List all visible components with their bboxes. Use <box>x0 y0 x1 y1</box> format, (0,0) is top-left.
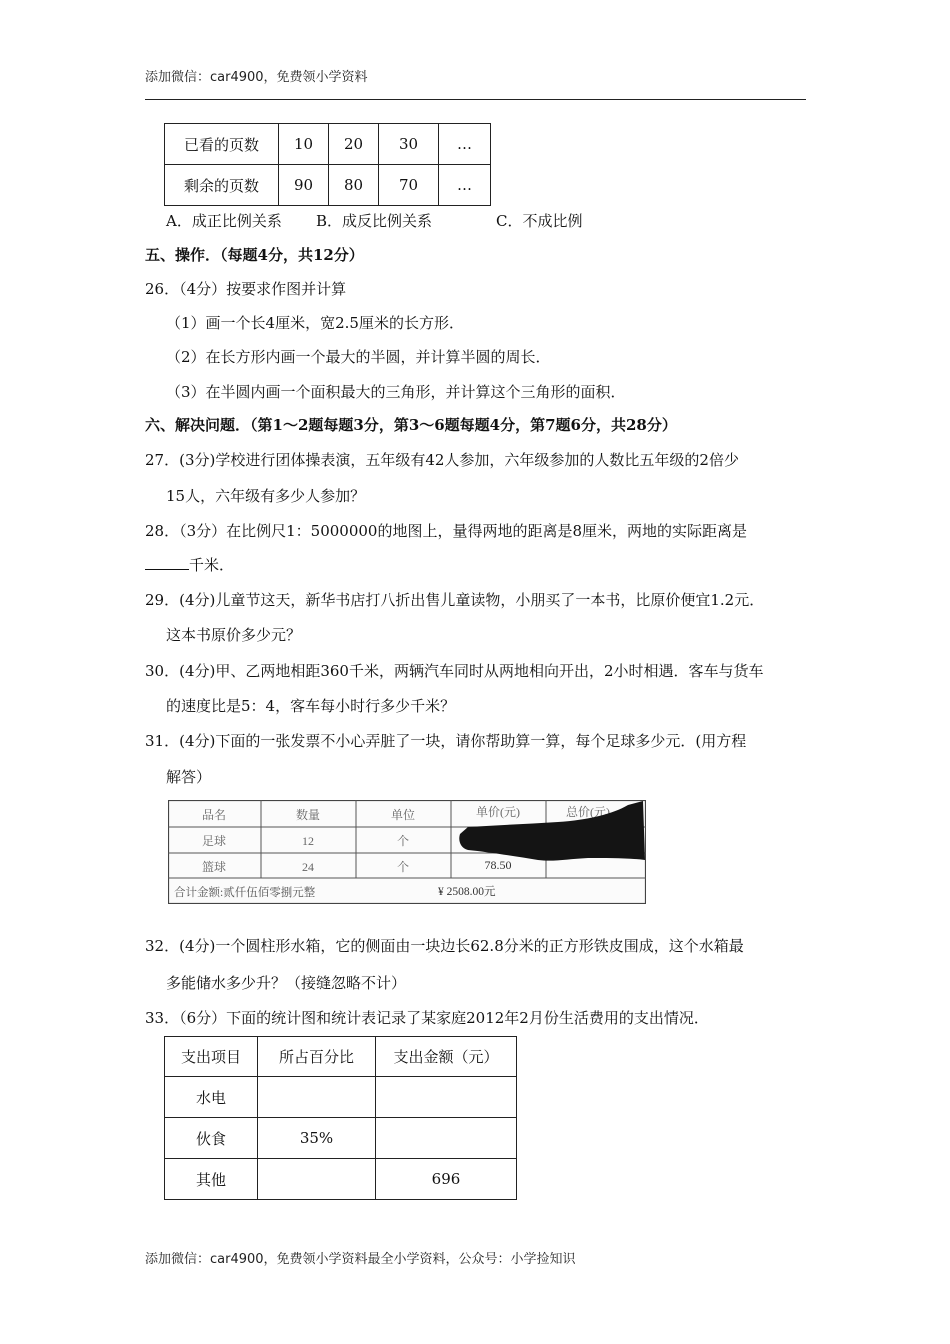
q27-line-1: 27．(3分)学校进行团体操表演，五年级有42人参加，六年级参加的人数比五年级的2倍少 <box>145 451 739 469</box>
table-row <box>165 1077 517 1118</box>
q30-line-1: 30．(4分)甲、乙两地相距360千米，两辆汽车同时从两地相向开出，2小时相遇．客车与货车 <box>145 662 764 680</box>
q29-line-1: 29．(4分)儿童节这天，新华书店打八折出售儿童读物，小朋买了一本书，比原价便宜1.2元． <box>145 591 765 609</box>
table-cell: 已看的页数 <box>165 124 279 165</box>
section-6-title: 六、解决问题．（第1～2题每题3分，第3～6题每题4分，第7题6分，共28分） <box>145 416 677 434</box>
table-cell: 70 <box>379 165 439 206</box>
invoice-total-value: ¥ 2508.00元 <box>438 886 496 898</box>
q26-step-2: （2）在长方形内画一个最大的半圆，并计算半圆的周长． <box>166 348 551 366</box>
q31-line-1: 31．(4分)下面的一张发票不小心弄脏了一块，请你帮助算一算，每个足球多少元．(用方程 <box>145 732 747 750</box>
table-row <box>165 124 491 165</box>
q29-line-2: 这本书原价多少元？ <box>166 626 302 644</box>
option-a: A．成正比例关系 <box>166 212 282 230</box>
table-cell: 90 <box>279 165 329 206</box>
expense-table <box>164 1036 517 1200</box>
table-cell: 35% <box>258 1118 376 1159</box>
invoice-cell: 24 <box>302 860 314 874</box>
table-header-cell: 所占百分比 <box>258 1037 376 1077</box>
table-row <box>165 1037 517 1077</box>
invoice-cell: 足球 <box>201 834 227 848</box>
invoice-header: 品名 <box>201 808 227 822</box>
header-note: 添加微信：car4900，免费领小学资料 <box>145 70 368 85</box>
table-cell: … <box>439 124 491 165</box>
footer-note: 添加微信：car4900，免费领小学资料最全小学资料，公众号：小学捡知识 <box>145 1252 576 1267</box>
table-cell: 30 <box>379 124 439 165</box>
invoice-total-label: 合计金额:贰仟伍佰零捌元整 <box>174 887 316 899</box>
q26-step-1: （1）画一个长4厘米，宽2.5厘米的长方形． <box>166 314 464 332</box>
table-row <box>165 1118 517 1159</box>
table-cell <box>258 1077 376 1118</box>
table-cell: … <box>439 165 491 206</box>
table-header-cell: 支出项目 <box>165 1037 258 1077</box>
invoice-cell: 篮球 <box>201 860 227 874</box>
invoice-header: 总价(元) <box>566 805 610 819</box>
invoice-cell: 12 <box>302 834 314 848</box>
option-b: B．成反比例关系 <box>316 212 433 230</box>
table-cell: 80 <box>329 165 379 206</box>
q32-line-1: 32．(4分)一个圆柱形水箱，它的侧面由一块边长62.8分米的正方形铁皮围成，这个水箱最 <box>145 937 744 955</box>
table-cell: 伙食 <box>165 1118 258 1159</box>
table-cell <box>376 1118 517 1159</box>
table-cell: 其他 <box>165 1159 258 1200</box>
table-cell: 剩余的页数 <box>165 165 279 206</box>
invoice-cell: 78.50 <box>484 858 512 872</box>
q27-line-2: 15人，六年级有多少人参加？ <box>166 487 366 505</box>
table-cell: 20 <box>329 124 379 165</box>
q28-line-1: 28．（3分）在比例尺1：5000000的地图上，量得两地的距离是8厘米，两地的实际距离是 <box>145 522 748 540</box>
q26-step-3: （3）在半圆内画一个面积最大的三角形，并计算这个三角形的面积． <box>166 383 626 401</box>
section-5-title: 五、操作．（每题4分，共12分） <box>145 246 364 264</box>
table-cell <box>258 1159 376 1200</box>
q31-line-2: 解答） <box>166 768 212 786</box>
table-cell: 10 <box>279 124 329 165</box>
invoice-header: 单位 <box>390 808 416 822</box>
option-c: C．不成比例 <box>496 212 583 230</box>
invoice-image <box>168 800 646 904</box>
q33-line-1: 33．（6分）下面的统计图和统计表记录了某家庭2012年2月份生活费用的支出情况． <box>145 1009 709 1027</box>
header-divider <box>145 99 806 100</box>
invoice-cell: 个 <box>396 834 410 848</box>
table-cell: 水电 <box>165 1077 258 1118</box>
invoice-header: 数量 <box>295 808 321 822</box>
table-cell <box>376 1077 517 1118</box>
q26-stem: 26．（4分）按要求作图并计算 <box>145 280 347 298</box>
table-row <box>165 165 491 206</box>
q30-line-2: 的速度比是5：4，客车每小时行多少千米？ <box>166 697 456 715</box>
pages-table <box>164 123 491 206</box>
table-cell: 696 <box>376 1159 517 1200</box>
invoice-header: 单价(元) <box>476 805 520 819</box>
invoice-cell: 个 <box>396 860 410 874</box>
answer-blank <box>145 555 189 570</box>
table-header-cell: 支出金额（元） <box>376 1037 517 1077</box>
q28-line-2: 千米． <box>145 554 234 575</box>
q32-line-2: 多能储水多少升？（接缝忽略不计） <box>166 974 407 992</box>
table-row <box>165 1159 517 1200</box>
